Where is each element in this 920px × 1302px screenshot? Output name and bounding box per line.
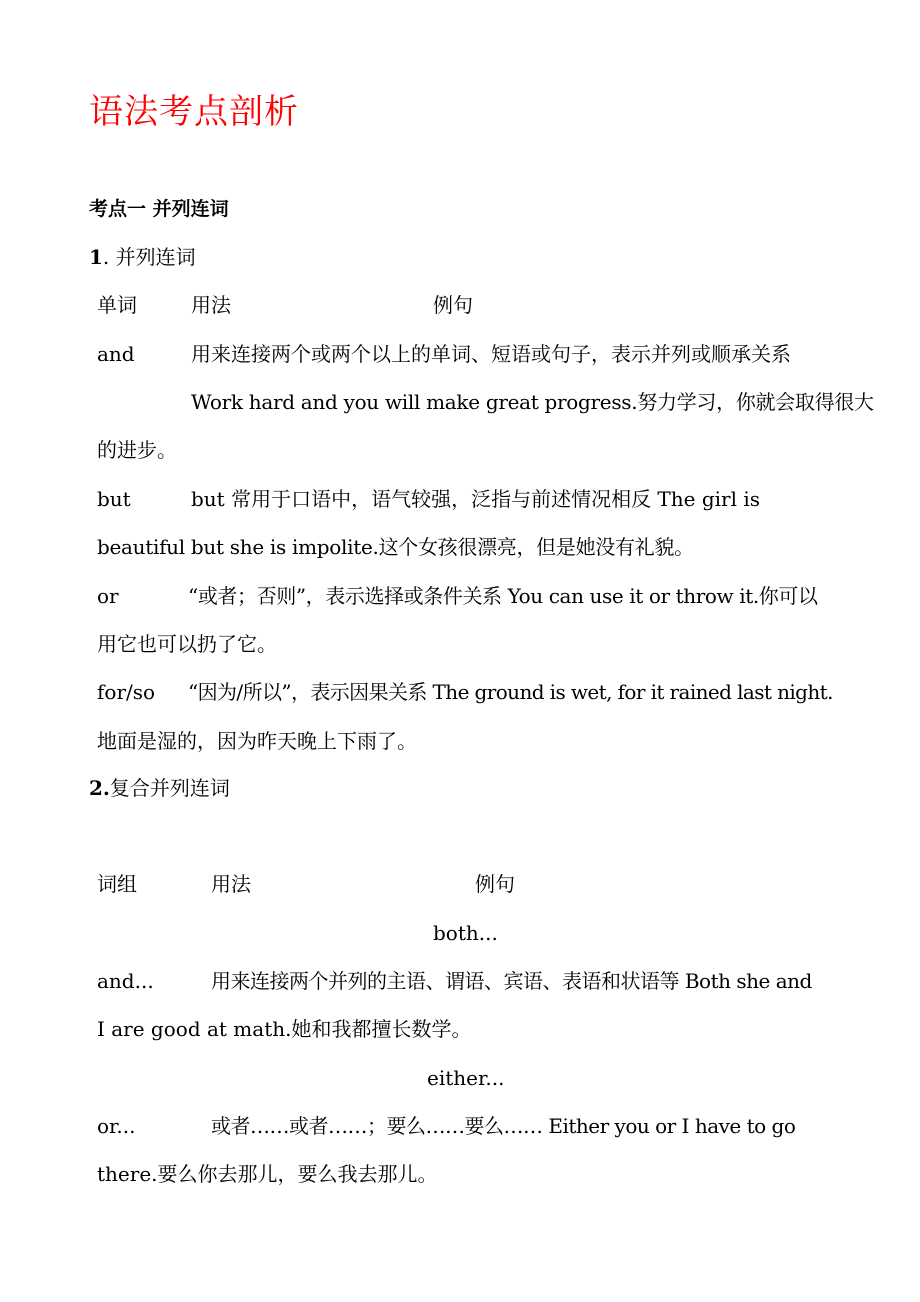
section-heading-2-label: 复合并列连词 bbox=[109, 776, 230, 800]
entry-both-top: both... bbox=[433, 921, 498, 945]
section-heading-2 bbox=[89, 776, 230, 800]
entry-but-line1: but 常用于口语中，语气较强，泛指与前述情况相反 The girl is bbox=[191, 487, 761, 511]
entry-both-line2: I are good at math.她和我都擅长数学。 bbox=[97, 1017, 472, 1041]
entry-but-line2: beautiful but she is impolite.这个女孩很漂亮，但是她没有礼貌。 bbox=[97, 535, 694, 559]
entry-example-and-line2: 的进步。 bbox=[97, 438, 177, 462]
entry-either-top: either... bbox=[427, 1066, 505, 1090]
subsection-heading-1 bbox=[89, 245, 196, 269]
entry-word-and: and bbox=[97, 342, 135, 366]
entry-both-line1: 用来连接两个并列的主语、谓语、宾语、表语和状语等 Both she and bbox=[211, 969, 812, 993]
table2-header-usage: 用法 bbox=[211, 872, 251, 896]
page-title: 语法考点剖析 bbox=[89, 92, 299, 132]
entry-forso-line2: 地面是湿的，因为昨天晚上下雨了。 bbox=[97, 729, 417, 753]
section-heading-1: 考点一 并列连词 bbox=[89, 198, 229, 220]
entry-word-but: but bbox=[97, 487, 131, 511]
entry-example-and-line1: Work hard and you will make great progress.努力学习，你就会取得很大 bbox=[191, 390, 874, 414]
entry-either-line2: there.要么你去那儿，要么我去那儿。 bbox=[97, 1162, 438, 1186]
entry-or-line1: “或者；否则”，表示选择或条件关系 You can use it or throw it.你可以 bbox=[188, 584, 818, 608]
section-heading-2-number: 2. bbox=[89, 776, 110, 800]
table2-header-phrase: 词组 bbox=[97, 872, 137, 896]
table-header-word: 单词 bbox=[97, 293, 137, 317]
entry-word-both-and: and... bbox=[97, 969, 154, 993]
subsection-number: 1 bbox=[89, 245, 103, 269]
entry-word-or: or bbox=[97, 584, 119, 608]
entry-word-forso: for/so bbox=[97, 680, 156, 704]
table2-header-example: 例句 bbox=[475, 872, 515, 896]
entry-usage-and: 用来连接两个或两个以上的单词、短语或句子，表示并列或顺承关系 bbox=[191, 342, 791, 366]
table-header-example: 例句 bbox=[433, 293, 473, 317]
entry-forso-line1: “因为/所以”，表示因果关系 The ground is wet, for it rained last night. bbox=[188, 680, 833, 704]
entry-word-either-or: or... bbox=[97, 1114, 136, 1138]
entry-either-line1: 或者……或者……；要么……要么…… Either you or I have to go bbox=[211, 1114, 796, 1138]
table-header-usage: 用法 bbox=[191, 293, 231, 317]
entry-or-line2: 用它也可以扔了它。 bbox=[97, 632, 277, 656]
subsection-label: . 并列连词 bbox=[102, 245, 196, 269]
